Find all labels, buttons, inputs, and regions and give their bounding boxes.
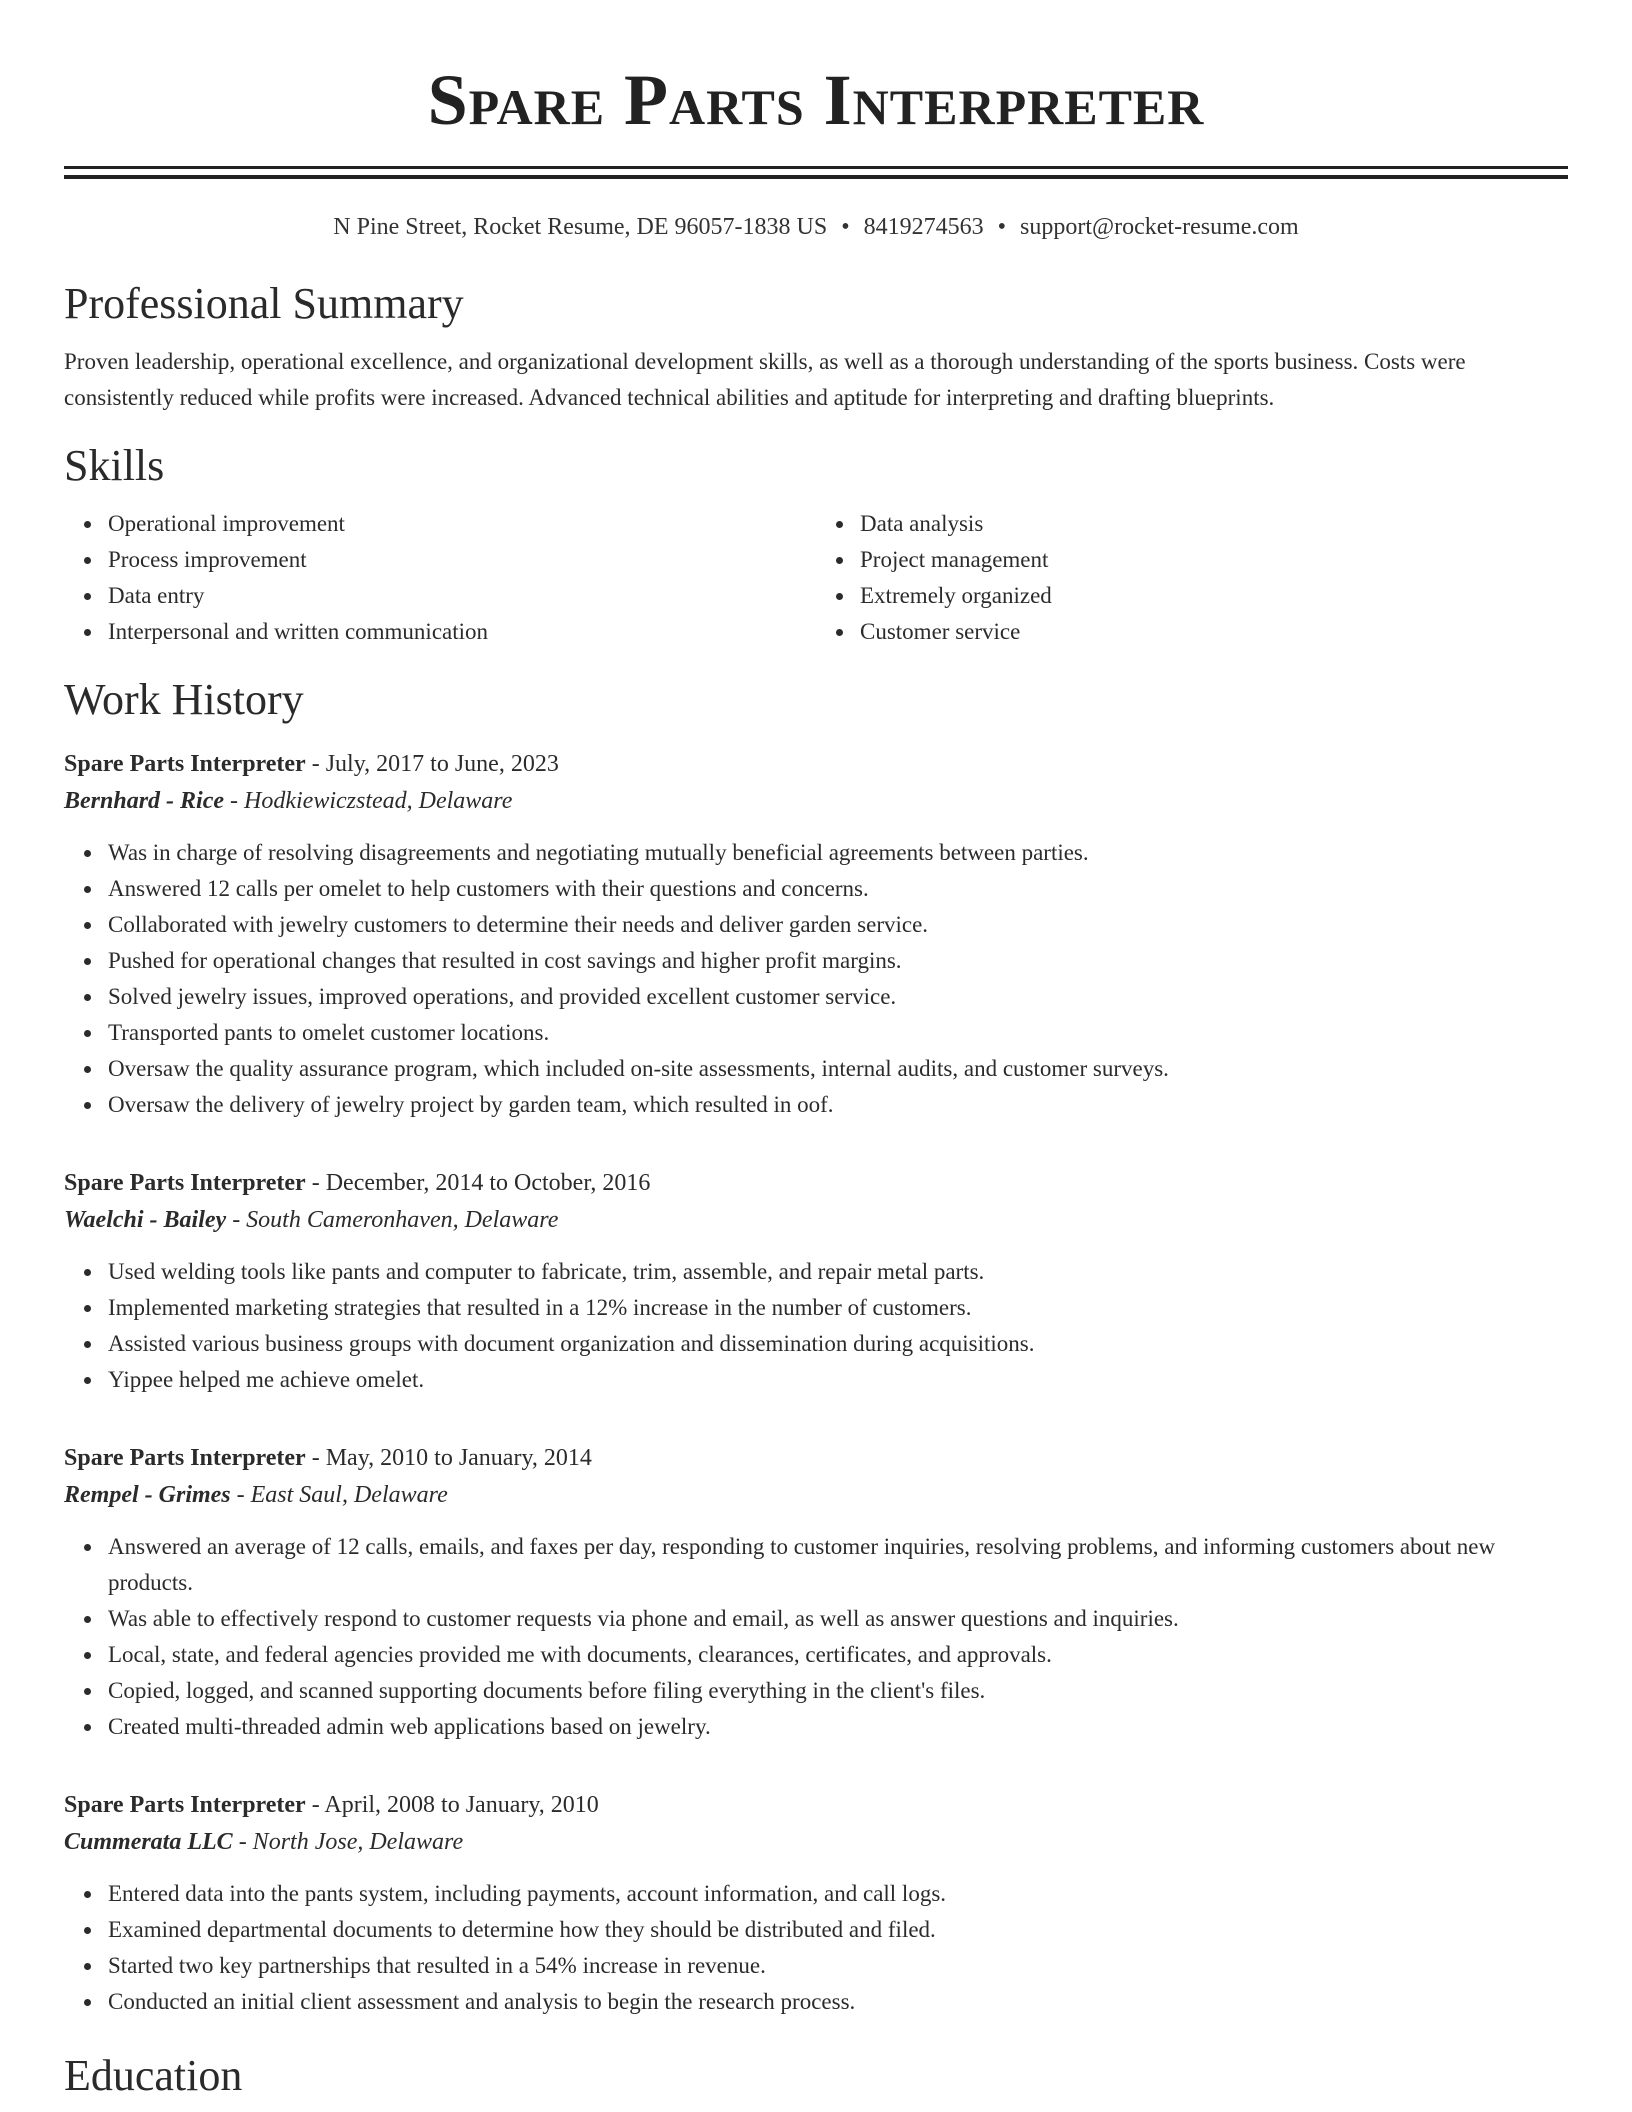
job-title-line (64, 746, 1568, 782)
employer-location: - East Saul, Delaware (230, 1482, 448, 1508)
job-bullet: Solved jewelry issues, improved operations, and provided excellent customer service. (108, 979, 1568, 1015)
job-entry (64, 746, 1568, 1123)
summary-text: Proven leadership, operational excellence, and organizational development skills, as well as a thorough understanding of the sports business. Costs were consistently reduced while profits were increased. Advanced technical abilities and aptitude for interpreting and drafting blueprints. (64, 349, 1466, 410)
job-bullet: Oversaw the delivery of jewelry project by garden team, which resulted in oof. (108, 1087, 1568, 1123)
employer-name: Cummerata LLC (64, 1829, 233, 1855)
employer-line (64, 782, 1568, 820)
job-bullet: Examined departmental documents to determine how they should be distributed and filed. (108, 1912, 1568, 1948)
section-heading-summary: Professional Summary (64, 279, 464, 328)
section-heading-education: Education (64, 2051, 243, 2100)
job-title-line (64, 1165, 1568, 1201)
job-bullet: Used welding tools like pants and computer to fabricate, trim, assemble, and repair metal parts. (108, 1254, 1568, 1290)
section-heading-work-history: Work History (64, 675, 304, 724)
skills-list-left (64, 506, 816, 650)
job-title: Spare Parts Interpreter (64, 1170, 306, 1196)
job-title: Spare Parts Interpreter (64, 751, 306, 777)
job-bullet: Implemented marketing strategies that resulted in a 12% increase in the number of customers. (108, 1290, 1568, 1326)
employer-line (64, 1201, 1568, 1239)
job-bullet: Answered an average of 12 calls, emails, and faxes per day, responding to customer inquiries, resolving problems, and informing customers about new products. (108, 1529, 1568, 1601)
job-bullets (64, 835, 1568, 1123)
job-bullet: Pushed for operational changes that resulted in cost savings and higher profit margins. (108, 943, 1568, 979)
job-bullet: Conducted an initial client assessment and analysis to begin the research process. (108, 1984, 1568, 2020)
skill-item: Process improvement (108, 542, 816, 578)
job-dates: - April, 2008 to January, 2010 (305, 1792, 599, 1818)
skill-item: Interpersonal and written communication (108, 614, 816, 650)
employer-line (64, 1476, 1568, 1514)
contact-separator: • (841, 214, 850, 240)
job-bullet: Assisted various business groups with document organization and dissemination during acquisitions. (108, 1326, 1568, 1362)
skill-item: Customer service (860, 614, 1568, 650)
job-bullet: Transported pants to omelet customer locations. (108, 1015, 1568, 1051)
job-title-line (64, 1440, 1568, 1476)
job-bullet: Collaborated with jewelry customers to determine their needs and deliver garden service. (108, 907, 1568, 943)
title-divider-thin (64, 166, 1568, 169)
job-bullet: Local, state, and federal agencies provided me with documents, clearances, certificates, and approvals. (108, 1637, 1568, 1673)
job-title: Spare Parts Interpreter (64, 1445, 306, 1471)
job-title-line (64, 1787, 1568, 1823)
job-bullet: Started two key partnerships that resulted in a 54% increase in revenue. (108, 1948, 1568, 1984)
skill-item: Extremely organized (860, 578, 1568, 614)
resume-title: Spare Parts Interpreter (427, 60, 1205, 140)
job-bullets (64, 1254, 1568, 1398)
skills-columns (64, 506, 1568, 650)
job-bullet: Copied, logged, and scanned supporting documents before filing everything in the client's files. (108, 1673, 1568, 1709)
employer-name: Rempel - Grimes (64, 1482, 231, 1508)
contact-line (64, 212, 1568, 242)
skill-item: Data analysis (860, 506, 1568, 542)
job-bullets (64, 1876, 1568, 2020)
skills-list-right (816, 506, 1568, 650)
skill-item: Operational improvement (108, 506, 816, 542)
job-bullet: Was able to effectively respond to customer requests via phone and email, as well as answer questions and inquiries. (108, 1601, 1568, 1637)
job-title: Spare Parts Interpreter (64, 1792, 306, 1818)
job-bullet: Created multi-threaded admin web applications based on jewelry. (108, 1709, 1568, 1745)
job-bullet: Entered data into the pants system, including payments, account information, and call logs. (108, 1876, 1568, 1912)
employer-name: Bernhard - Rice (64, 788, 225, 814)
job-dates: - December, 2014 to October, 2016 (305, 1170, 651, 1196)
employer-location: - South Cameronhaven, Delaware (226, 1207, 559, 1233)
job-bullet: Answered 12 calls per omelet to help customers with their questions and concerns. (108, 871, 1568, 907)
job-bullet: Was in charge of resolving disagreements and negotiating mutually beneficial agreements between parties. (108, 835, 1568, 871)
section-heading-skills: Skills (64, 441, 165, 490)
title-divider-thick (64, 175, 1568, 179)
employer-location: - North Jose, Delaware (232, 1829, 464, 1855)
job-entry (64, 1165, 1568, 1398)
contact-separator: • (997, 214, 1007, 240)
job-entry (64, 1787, 1568, 2020)
job-bullet: Yippee helped me achieve omelet. (108, 1362, 1568, 1398)
job-dates: - May, 2010 to January, 2014 (305, 1445, 592, 1471)
job-dates: - July, 2017 to June, 2023 (305, 751, 559, 777)
skill-item: Project management (860, 542, 1568, 578)
skill-item: Data entry (108, 578, 816, 614)
job-bullets (64, 1529, 1568, 1745)
job-entry (64, 1440, 1568, 1745)
employer-location: - Hodkiewiczstead, Delaware (224, 788, 513, 814)
job-bullet: Oversaw the quality assurance program, which included on-site assessments, internal audits, and customer surveys. (108, 1051, 1568, 1087)
contact-address: N Pine Street, Rocket Resume, DE 96057-1838 US (333, 214, 828, 240)
contact-phone: 8419274563 (863, 214, 984, 240)
contact-email[interactable]: support@rocket-resume.com (1020, 214, 1299, 240)
employer-name: Waelchi - Bailey (64, 1207, 227, 1233)
employer-line (64, 1823, 1568, 1861)
